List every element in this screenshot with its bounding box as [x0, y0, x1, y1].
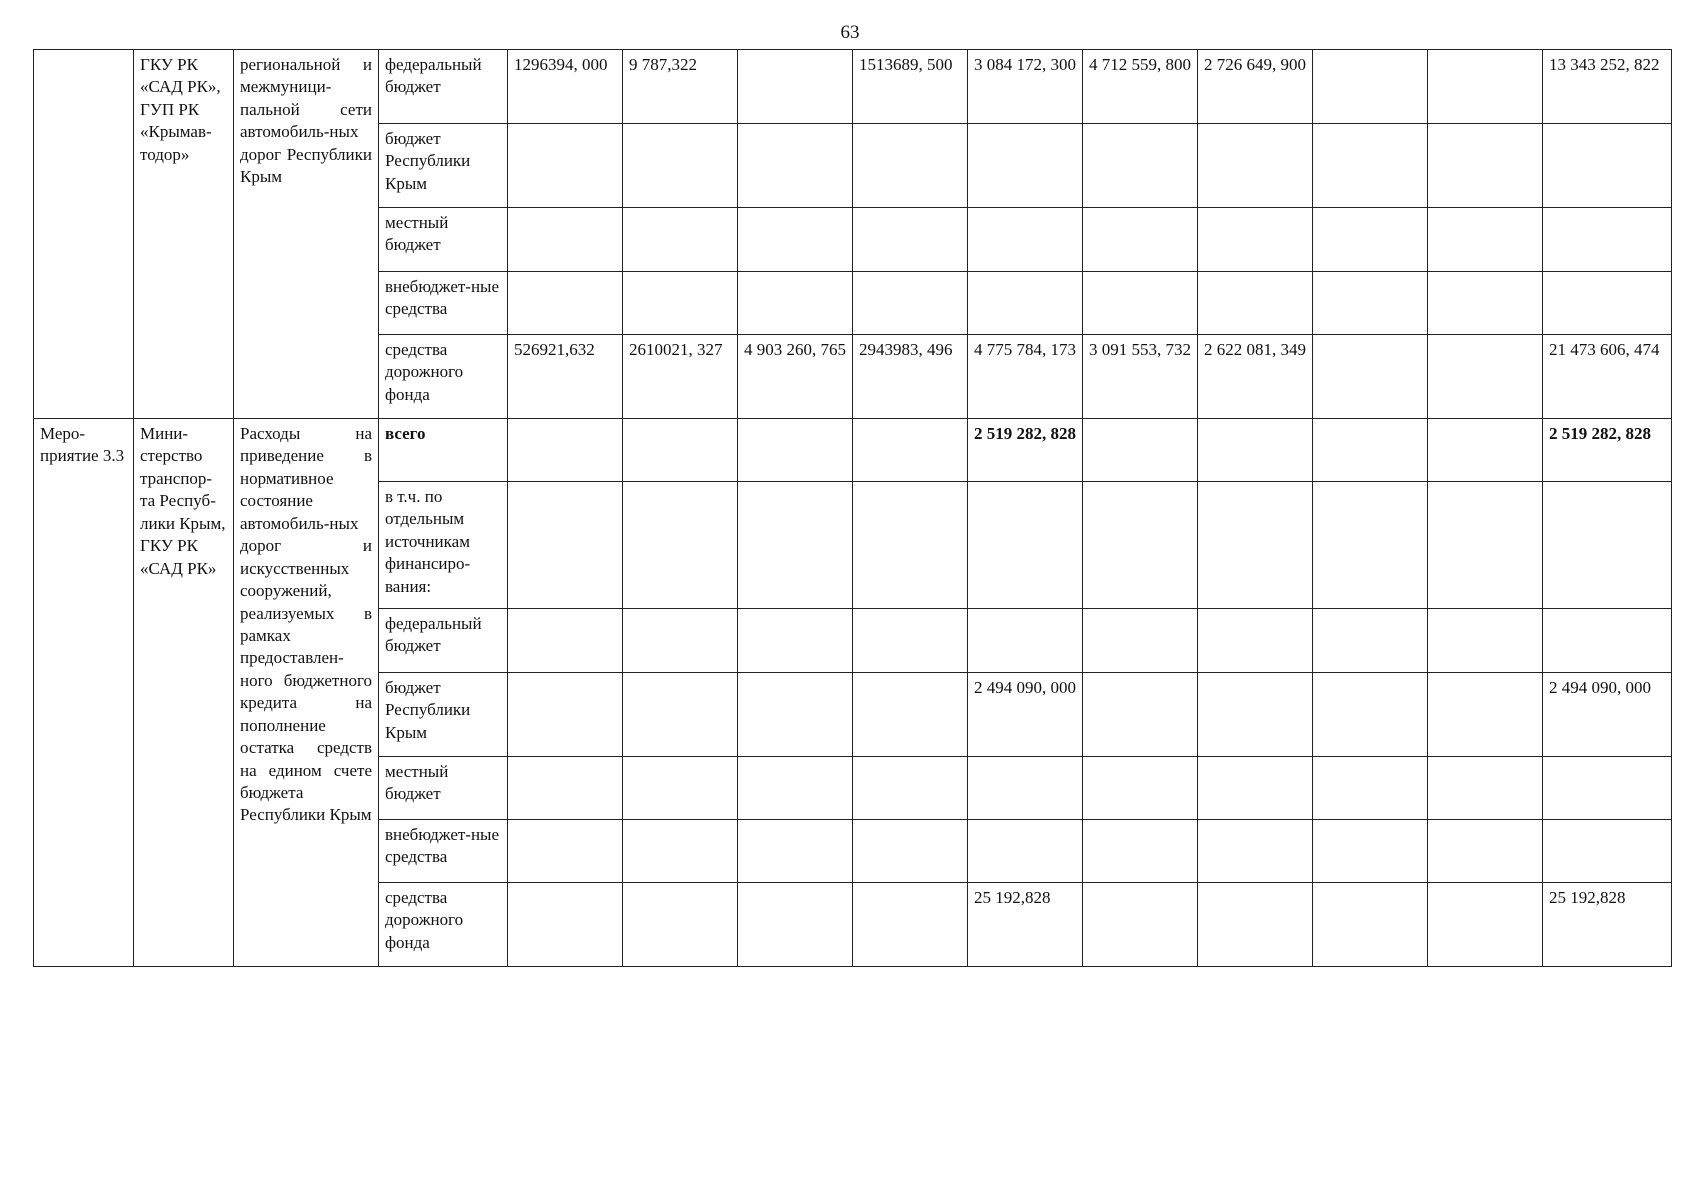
value-cell	[508, 419, 623, 482]
value-cell	[1083, 124, 1198, 208]
funding-source-cell: местный бюджет	[379, 208, 508, 272]
funding-source-cell: средства дорожного фонда	[379, 335, 508, 419]
value-cell	[623, 757, 738, 820]
value-cell	[1313, 272, 1428, 335]
value-cell	[853, 482, 968, 609]
value-cell	[1083, 482, 1198, 609]
value-cell	[738, 609, 853, 673]
value-cell	[1313, 419, 1428, 482]
value-cell	[1428, 609, 1543, 673]
value-cell	[1313, 757, 1428, 820]
value-cell: 4 712 559, 800	[1083, 50, 1198, 124]
value-cell	[738, 883, 853, 967]
value-cell	[508, 124, 623, 208]
value-cell	[968, 757, 1083, 820]
value-cell	[508, 757, 623, 820]
value-cell: 2943983, 496	[853, 335, 968, 419]
value-cell	[968, 124, 1083, 208]
value-cell: 2 622 081, 349	[1198, 335, 1313, 419]
funding-source-cell: бюджет Республики Крым	[379, 124, 508, 208]
funding-source-cell: федеральный бюджет	[379, 50, 508, 124]
value-cell	[1313, 482, 1428, 609]
value-cell	[1083, 609, 1198, 673]
value-cell: 2610021, 327	[623, 335, 738, 419]
funding-source-cell: внебюджет-ные средства	[379, 820, 508, 883]
funding-source-cell: внебюджет-ные средства	[379, 272, 508, 335]
value-cell	[1083, 272, 1198, 335]
value-cell	[623, 883, 738, 967]
description-cell: региональной и межмуници-пальной сети автомобиль-ных дорог Республики Крым	[234, 50, 379, 419]
value-cell	[1428, 757, 1543, 820]
value-cell	[1198, 609, 1313, 673]
value-cell: 4 775 784, 173	[968, 335, 1083, 419]
value-cell	[1428, 419, 1543, 482]
value-cell	[1543, 609, 1672, 673]
value-cell	[1083, 673, 1198, 757]
value-cell	[1428, 272, 1543, 335]
value-cell	[1543, 482, 1672, 609]
value-cell	[623, 482, 738, 609]
value-cell	[1428, 50, 1543, 124]
value-cell	[508, 482, 623, 609]
value-cell	[1313, 673, 1428, 757]
value-cell: 3 091 553, 732	[1083, 335, 1198, 419]
value-cell: 13 343 252, 822	[1543, 50, 1672, 124]
value-cell	[508, 208, 623, 272]
measure-cell: Меро-приятие 3.3	[34, 419, 134, 967]
value-cell	[1083, 208, 1198, 272]
value-cell	[1083, 757, 1198, 820]
value-cell	[1198, 208, 1313, 272]
table-row	[34, 419, 1672, 482]
value-cell	[1428, 482, 1543, 609]
value-cell	[623, 609, 738, 673]
funding-source-cell: средства дорожного фонда	[379, 883, 508, 967]
value-cell	[1543, 757, 1672, 820]
value-cell	[853, 208, 968, 272]
funding-source-cell: в т.ч. по отдельным источникам финансиро-вания:	[379, 482, 508, 609]
value-cell	[968, 208, 1083, 272]
value-cell	[623, 820, 738, 883]
table-body	[34, 50, 1672, 967]
value-cell	[1313, 820, 1428, 883]
value-cell	[738, 124, 853, 208]
value-cell	[1198, 820, 1313, 883]
value-cell	[738, 820, 853, 883]
value-cell: 25 192,828	[968, 883, 1083, 967]
value-cell: 1513689, 500	[853, 50, 968, 124]
value-cell	[738, 208, 853, 272]
value-cell	[738, 272, 853, 335]
value-cell	[738, 482, 853, 609]
value-cell: 9 787,322	[623, 50, 738, 124]
funding-source-cell: федеральный бюджет	[379, 609, 508, 673]
value-cell	[623, 272, 738, 335]
value-cell: 21 473 606, 474	[1543, 335, 1672, 419]
value-cell	[1083, 419, 1198, 482]
executor-cell: Мини-стерство транспор-та Респуб-лики Крым, ГКУ РК «САД РК»	[134, 419, 234, 967]
value-cell	[1428, 673, 1543, 757]
value-cell	[738, 50, 853, 124]
value-cell	[853, 272, 968, 335]
value-cell	[1543, 272, 1672, 335]
value-cell	[1198, 757, 1313, 820]
value-cell: 2 494 090, 000	[1543, 673, 1672, 757]
value-cell	[1313, 883, 1428, 967]
value-cell	[738, 419, 853, 482]
value-cell	[1428, 820, 1543, 883]
value-cell	[1083, 820, 1198, 883]
funding-source-cell: местный бюджет	[379, 757, 508, 820]
value-cell	[1428, 883, 1543, 967]
executor-cell: ГКУ РК «САД РК», ГУП РК «Крымав-тодор»	[134, 50, 234, 419]
value-cell	[853, 820, 968, 883]
value-cell	[1198, 272, 1313, 335]
table-row	[34, 50, 1672, 124]
value-cell	[853, 124, 968, 208]
value-cell	[1313, 609, 1428, 673]
value-cell	[508, 272, 623, 335]
value-cell	[1313, 124, 1428, 208]
value-cell	[853, 609, 968, 673]
funding-source-cell: всего	[379, 419, 508, 482]
value-cell	[853, 673, 968, 757]
value-cell	[738, 757, 853, 820]
value-cell	[1428, 335, 1543, 419]
value-cell	[508, 673, 623, 757]
measure-cell	[34, 50, 134, 419]
value-cell	[738, 673, 853, 757]
value-cell	[508, 820, 623, 883]
value-cell	[1083, 883, 1198, 967]
value-cell: 25 192,828	[1543, 883, 1672, 967]
value-cell: 2 494 090, 000	[968, 673, 1083, 757]
value-cell	[1428, 208, 1543, 272]
value-cell	[1198, 482, 1313, 609]
page-number: 63	[840, 22, 860, 43]
value-cell	[853, 419, 968, 482]
description-cell: Расходы на приведение в нормативное состояние автомобиль-ных дорог и искусственных сооружений, реализуемых в рамках предоставлен-ного бюджетного кредита на пополнение остатка средств на едином счете бюджета Республики Крым	[234, 419, 379, 967]
value-cell	[853, 883, 968, 967]
value-cell	[1198, 124, 1313, 208]
value-cell: 3 084 172, 300	[968, 50, 1083, 124]
value-cell: 526921,632	[508, 335, 623, 419]
value-cell	[1428, 124, 1543, 208]
value-cell	[623, 673, 738, 757]
value-cell	[508, 883, 623, 967]
value-cell	[968, 820, 1083, 883]
value-cell	[508, 609, 623, 673]
value-cell	[1313, 50, 1428, 124]
value-cell	[1543, 208, 1672, 272]
value-cell	[1313, 208, 1428, 272]
value-cell	[1198, 673, 1313, 757]
value-cell	[1198, 883, 1313, 967]
value-cell	[853, 757, 968, 820]
value-cell	[968, 482, 1083, 609]
value-cell	[1543, 124, 1672, 208]
value-cell: 2 519 282, 828	[968, 419, 1083, 482]
funding-source-cell: бюджет Республики Крым	[379, 673, 508, 757]
budget-table	[33, 49, 1672, 967]
value-cell	[623, 419, 738, 482]
value-cell	[1198, 419, 1313, 482]
value-cell: 4 903 260, 765	[738, 335, 853, 419]
value-cell	[1543, 820, 1672, 883]
value-cell	[968, 609, 1083, 673]
value-cell	[623, 124, 738, 208]
value-cell	[623, 208, 738, 272]
value-cell	[968, 272, 1083, 335]
value-cell: 2 726 649, 900	[1198, 50, 1313, 124]
value-cell: 2 519 282, 828	[1543, 419, 1672, 482]
value-cell: 1296394, 000	[508, 50, 623, 124]
value-cell	[1313, 335, 1428, 419]
